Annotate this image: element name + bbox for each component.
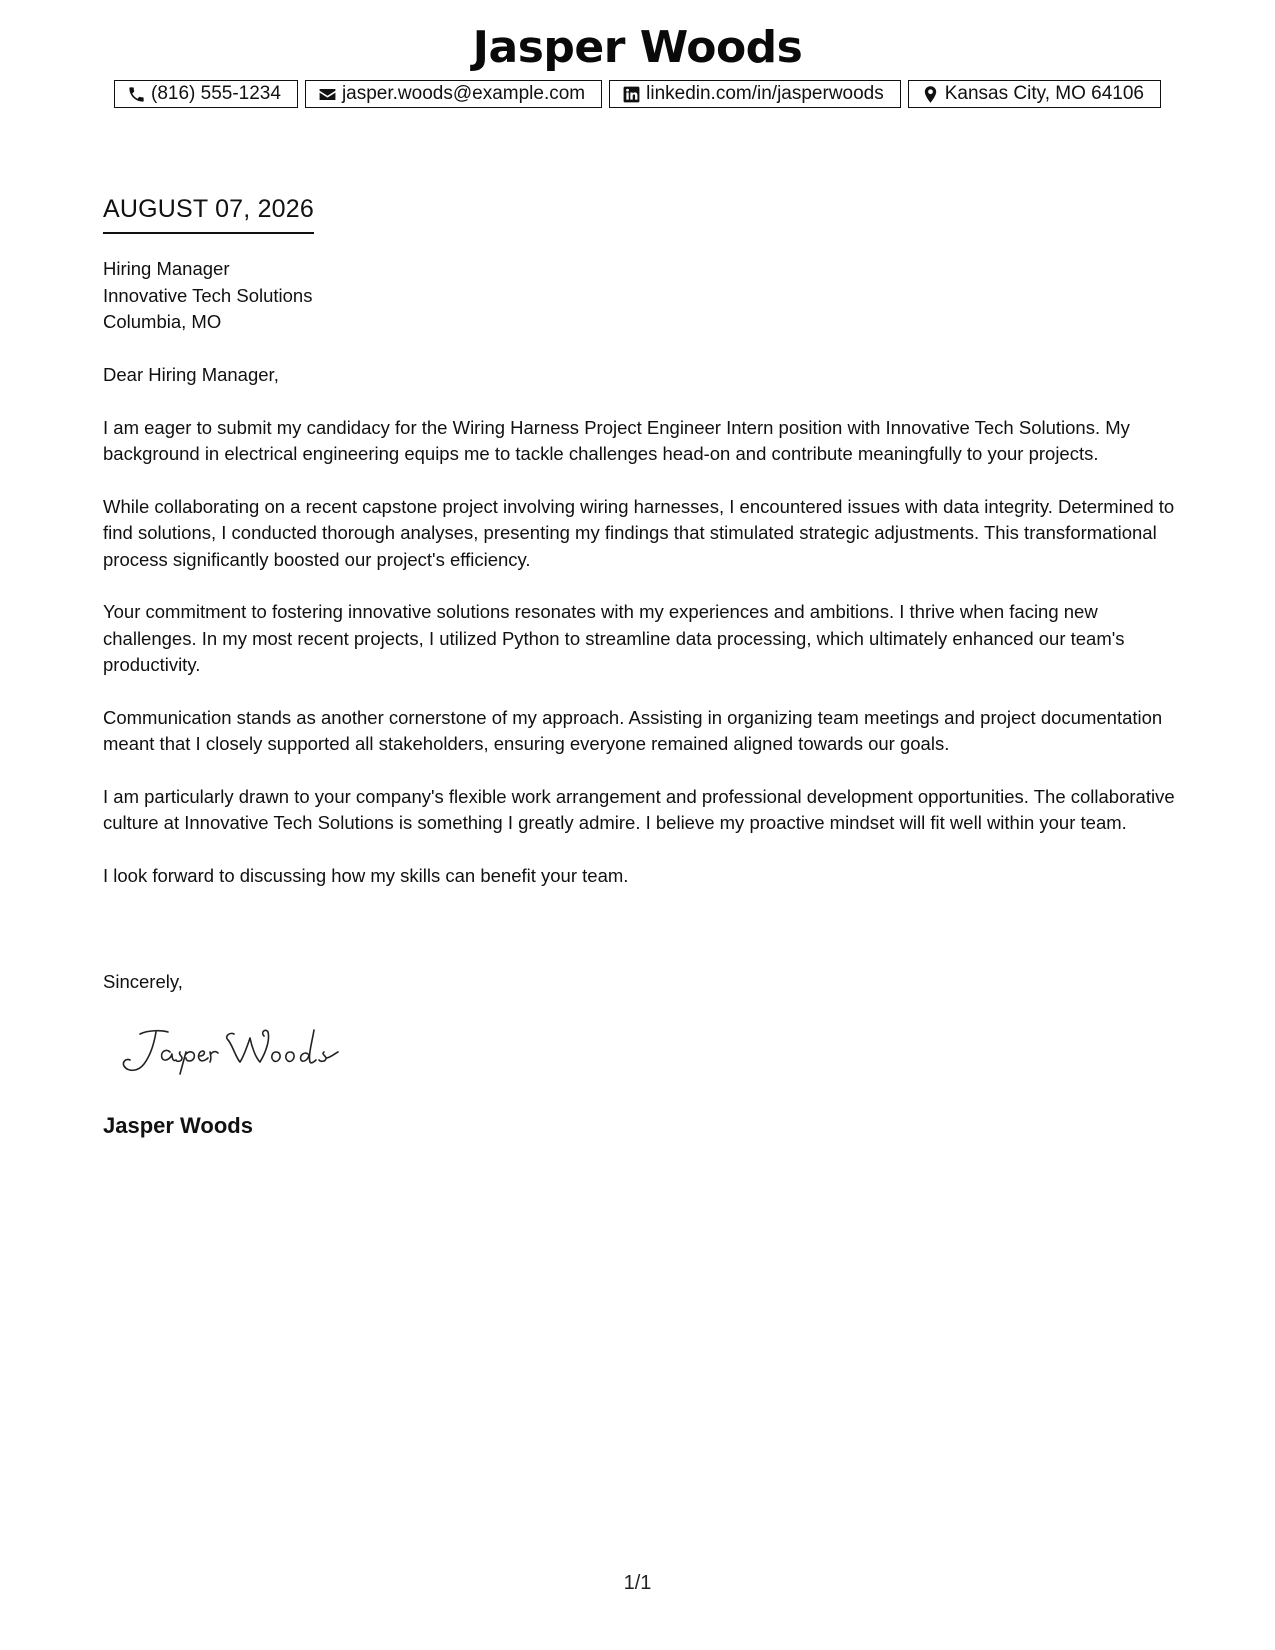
envelope-icon (318, 85, 337, 104)
body-paragraph: I look forward to discussing how my skills can benefit your team. (103, 864, 629, 886)
contact-bar (0, 80, 1275, 108)
signer-name: Jasper Woods (103, 1113, 253, 1138)
map-pin-icon (921, 85, 940, 104)
letter-date: AUGUST 07, 2026 (103, 194, 314, 234)
phone-icon (127, 85, 146, 104)
applicant-name-heading: Jasper Woods (472, 22, 803, 73)
salutation: Dear Hiring Manager, (103, 364, 279, 385)
recipient-company: Innovative Tech Solutions (103, 284, 313, 306)
handwritten-signature (118, 1022, 348, 1078)
body-paragraph: While collaborating on a recent capstone project involving wiring harnesses, I encountered issues with data integrity. Determined to find solutions, I conducted thorough analyses, presenting my findings that stimulated strategic adjustments. This transformational process significantly boosted our project's efficiency. (103, 495, 1175, 570)
contact-email (305, 80, 602, 108)
closing: Sincerely, (103, 971, 183, 992)
recipient-block (103, 256, 312, 336)
body-paragraph: Communication stands as another cornerstone of my approach. Assisting in organizing team meetings and project documentation meant that I closely supported all stakeholders, ensuring everyone remained aligned towards our goals. (103, 706, 1163, 754)
letter-body (103, 362, 1183, 915)
body-paragraph: I am eager to submit my candidacy for the Wiring Harness Project Engineer Intern position with Innovative Tech Solutions. My background in electrical engineering equips me to tackle challenges head-on and contribute meaningfully to your projects. (103, 416, 1130, 464)
page-number: 1/1 (623, 1572, 652, 1594)
phone-text: (816) 555-1234 (151, 83, 281, 104)
contact-phone (114, 80, 298, 108)
contact-location (908, 80, 1161, 108)
location-text: Kansas City, MO 64106 (944, 83, 1144, 104)
linkedin-icon (622, 85, 641, 104)
recipient-location: Columbia, MO (103, 311, 222, 332)
body-paragraph: Your commitment to fostering innovative solutions resonates with my experiences and ambitions. I thrive when facing new challenges. In my most recent projects, I utilized Python to streamline data processing, which ultimately enhanced our team's productivity. (103, 601, 1125, 675)
body-paragraph: I am particularly drawn to your company's flexible work arrangement and professional development opportunities. The collaborative culture at Innovative Tech Solutions is something I greatly admire. I believe my proactive mindset will fit well within your team. (103, 785, 1175, 833)
email-text: jasper.woods@example.com (341, 83, 586, 104)
linkedin-text: linkedin.com/in/jasperwoods (646, 83, 884, 104)
recipient-title: Hiring Manager (103, 258, 230, 279)
contact-linkedin (609, 80, 901, 108)
